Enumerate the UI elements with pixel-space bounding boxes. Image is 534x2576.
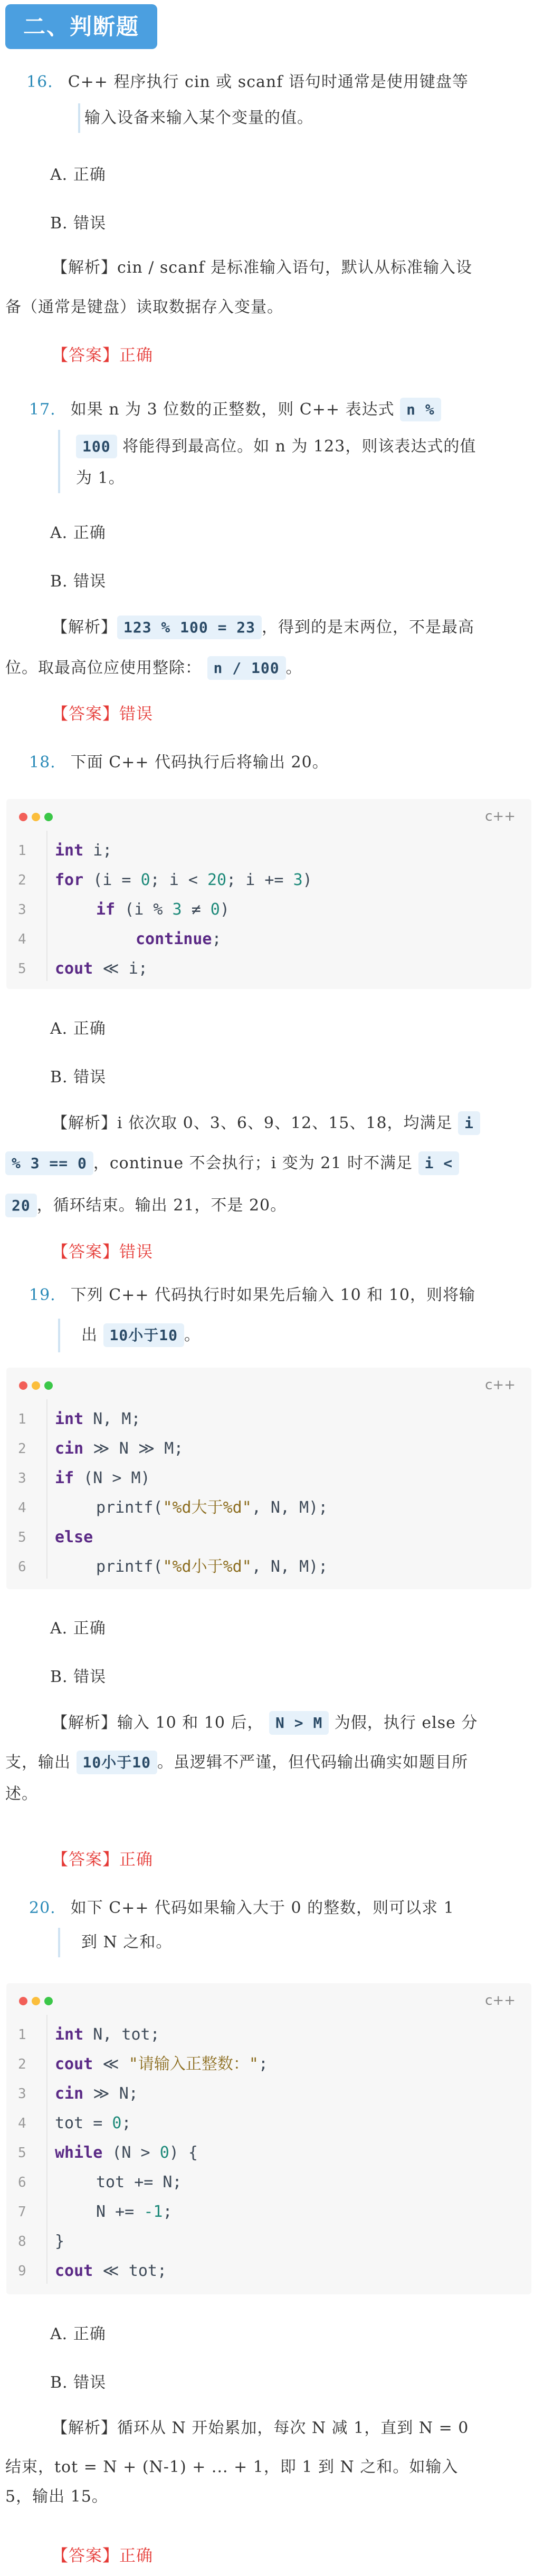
- code-line: [6, 1405, 531, 1434]
- code-text: int N, tot;: [55, 2025, 160, 2044]
- question-18: [29, 748, 525, 777]
- option-b: B. 错误: [50, 214, 107, 233]
- green-dot-icon: [44, 813, 53, 821]
- line-number: 3: [18, 1470, 26, 1486]
- analysis-cont: [5, 1746, 522, 1809]
- analysis: [52, 1706, 521, 1740]
- option-b: B. 错误: [50, 1668, 107, 1686]
- code-line: [6, 866, 531, 895]
- code-text: cout ≪ i;: [55, 959, 148, 978]
- code-text: cout ≪ tot;: [55, 2262, 167, 2280]
- analysis-text: 。虽逻辑不严谨，但代码输出确实如题目所: [157, 1753, 468, 1772]
- inline-code: % 3 == 0: [5, 1151, 93, 1175]
- line-number: 4: [18, 931, 26, 947]
- yellow-dot-icon: [32, 1381, 40, 1390]
- code-line: [6, 2079, 531, 2109]
- question-number: 20.: [29, 1899, 56, 1917]
- code-language: c++: [485, 1377, 516, 1393]
- analysis-line1: 【解析】i 依次取 0、3、6、9、12、15、18，均满足: [52, 1114, 453, 1132]
- line-number: 4: [18, 2116, 26, 2131]
- window-dots: [19, 813, 57, 823]
- analysis-line2: 结束，tot = N + (N-1) + ... + 1，即 1 到 N 之和。如输入: [5, 2458, 459, 2476]
- line-number: 7: [18, 2204, 26, 2220]
- analysis-text: 为假，执行 else 分: [334, 1714, 478, 1732]
- code-text: tot += N;: [96, 2173, 182, 2191]
- question-number: 19.: [29, 1286, 56, 1304]
- green-dot-icon: [44, 1381, 53, 1390]
- code-language: c++: [485, 809, 516, 824]
- analysis: [52, 2414, 521, 2443]
- line-number: 8: [18, 2234, 26, 2250]
- code-text: int N, M;: [55, 1410, 141, 1428]
- option-b: B. 错误: [50, 1068, 107, 1087]
- red-dot-icon: [19, 1381, 27, 1390]
- inline-code: 20: [5, 1194, 37, 1217]
- line-number: 6: [18, 1559, 26, 1575]
- inline-code: 10小于10: [77, 1751, 157, 1774]
- line-number: 5: [18, 2145, 26, 2161]
- inline-code: n %: [400, 398, 441, 421]
- code-text: cin ≫ N;: [55, 2084, 138, 2103]
- window-dots: [19, 1381, 57, 1392]
- line-number: 1: [18, 1411, 26, 1427]
- question-text-cont: [58, 1319, 534, 1352]
- analysis-line3: 5，输出 15。: [5, 2487, 108, 2506]
- line-number: 3: [18, 902, 26, 918]
- analysis-text: 【解析】输入 10 和 10 后，: [52, 1714, 264, 1732]
- line-number: 2: [18, 872, 26, 888]
- question-text: 如下 C++ 代码如果输入大于 0 的整数，则可以求 1: [70, 1899, 454, 1917]
- option-b: B. 错误: [50, 2373, 107, 2392]
- analysis-line1: 【解析】cin / scanf 是标准输入语句，默认从标准输入设: [52, 258, 472, 277]
- inline-code: 100: [76, 435, 117, 458]
- yellow-dot-icon: [32, 1997, 40, 2005]
- red-dot-icon: [19, 1997, 27, 2005]
- question-text: 下面 C++ 代码执行后将输出 20。: [70, 753, 329, 772]
- line-number: 5: [18, 961, 26, 977]
- analysis-line1: 【解析】循环从 N 开始累加，每次 N 减 1，直到 N = 0: [52, 2419, 469, 2437]
- inline-code: i: [458, 1111, 480, 1135]
- code-line: [6, 2050, 531, 2079]
- code-text: tot = 0;: [55, 2114, 131, 2132]
- answer: 【答案】正确: [52, 2546, 153, 2565]
- question-text: 出: [81, 1326, 98, 1344]
- answer: 【答案】正确: [52, 1850, 153, 1869]
- code-line: [6, 1434, 531, 1464]
- analysis-text: 。: [285, 659, 302, 677]
- question-text-cont: [58, 430, 534, 493]
- analysis-text: ，continue 不会执行；i 变为 21 时不满足: [93, 1154, 413, 1172]
- question-16: [26, 68, 517, 97]
- option-a: A. 正确: [50, 1020, 106, 1038]
- code-line: [6, 925, 531, 954]
- analysis-line2: 备（通常是键盘）读取数据存入变量。: [5, 298, 283, 316]
- option-b: B. 错误: [50, 572, 107, 591]
- code-text: printf("%d大于%d", N, M);: [96, 1498, 328, 1517]
- code-text: for (i = 0; i < 20; i += 3): [55, 871, 312, 889]
- answer: 【答案】正确: [52, 346, 153, 365]
- code-line: [6, 1552, 531, 1582]
- code-line: [6, 895, 531, 925]
- section-title: 二、判断题: [23, 14, 139, 40]
- inline-code: 123 % 100 = 23: [117, 616, 262, 639]
- code-line: [6, 2109, 531, 2138]
- code-line: [6, 2138, 531, 2168]
- analysis-cont: [5, 1147, 522, 1180]
- analysis-cont: [5, 293, 522, 322]
- inline-code: 10小于10: [103, 1323, 184, 1347]
- analysis-cont: [5, 2453, 525, 2512]
- code-text: if (i % 3 ≠ 0): [96, 900, 230, 919]
- code-text: int i;: [55, 841, 112, 860]
- option-a: A. 正确: [50, 524, 106, 542]
- analysis-cont: [5, 651, 522, 685]
- inline-code: N > M: [269, 1711, 329, 1735]
- line-number: 3: [18, 2086, 26, 2102]
- code-line: [6, 2020, 531, 2050]
- analysis-text: 位。取最高位应使用整除：: [5, 659, 202, 677]
- section-header: [5, 4, 157, 49]
- code-block: [6, 799, 531, 989]
- question-text-cont: [78, 103, 528, 133]
- green-dot-icon: [44, 1997, 53, 2005]
- code-line: [6, 2227, 531, 2256]
- question-text-line3: 为 1。: [76, 469, 125, 487]
- code-language: c++: [485, 1993, 516, 2008]
- red-dot-icon: [19, 813, 27, 821]
- question-text-line2: 输入设备来输入某个变量的值。: [84, 109, 313, 127]
- option-a: A. 正确: [50, 1619, 106, 1638]
- code-line: [6, 836, 531, 866]
- question-text: 下列 C++ 代码执行时如果先后输入 10 和 10，则将输: [70, 1286, 475, 1304]
- line-number: 1: [18, 843, 26, 859]
- code-block: [6, 1368, 531, 1589]
- analysis: [52, 253, 521, 283]
- question-text: 如果 n 为 3 位数的正整数，则 C++ 表达式: [70, 400, 395, 419]
- analysis-cont2: [5, 1189, 522, 1223]
- code-text: while (N > 0) {: [55, 2144, 198, 2162]
- question-text-cont: [58, 1928, 534, 1957]
- question-number: 18.: [29, 753, 56, 772]
- line-number: 6: [18, 2175, 26, 2190]
- inline-code: i <: [418, 1151, 460, 1175]
- inline-code: n / 100: [207, 656, 286, 680]
- question-text: 。: [184, 1326, 201, 1344]
- window-dots: [19, 1997, 57, 2007]
- question-number: 17.: [29, 400, 56, 419]
- code-text: cout ≪ "请输入正整数：";: [55, 2055, 268, 2073]
- line-number: 5: [18, 1530, 26, 1545]
- code-block: [6, 1983, 531, 2294]
- analysis: [52, 1107, 521, 1140]
- analysis-prefix: 【解析】: [52, 618, 117, 637]
- code-text: else: [55, 1528, 93, 1546]
- question-number: 16.: [26, 73, 53, 91]
- code-line: [6, 1493, 531, 1523]
- line-number: 2: [18, 2056, 26, 2072]
- code-text: cin ≫ N ≫ M;: [55, 1439, 184, 1458]
- code-line: [6, 2256, 531, 2286]
- code-text: N += -1;: [96, 2203, 173, 2221]
- line-number: 9: [18, 2263, 26, 2279]
- question-19: [29, 1281, 525, 1310]
- answer: 【答案】错误: [52, 705, 153, 724]
- yellow-dot-icon: [32, 813, 40, 821]
- question-17: [29, 393, 525, 427]
- analysis-text: ，循环结束。输出 21，不是 20。: [36, 1196, 287, 1215]
- code-text: }: [55, 2232, 65, 2251]
- analysis-text: 述。: [5, 1785, 38, 1803]
- code-text: continue;: [136, 930, 222, 948]
- code-line: [6, 954, 531, 984]
- code-text: printf("%d小于%d", N, M);: [96, 1558, 328, 1576]
- analysis-text: 支，输出: [5, 1753, 71, 1772]
- option-a: A. 正确: [50, 166, 106, 184]
- line-number: 4: [18, 1500, 26, 1516]
- code-text: if (N > M): [55, 1469, 150, 1487]
- question-text: C++ 程序执行 cin 或 scanf 语句时通常是使用键盘等: [68, 73, 469, 91]
- question-20: [29, 1893, 525, 1923]
- option-a: A. 正确: [50, 2325, 106, 2343]
- question-text-line2: 将能得到最高位。如 n 为 123，则该表达式的值: [122, 437, 476, 456]
- code-line: [6, 1523, 531, 1552]
- question-text: 到 N 之和。: [81, 1933, 173, 1952]
- code-line: [6, 1464, 531, 1493]
- analysis-text: ，得到的是末两位，不是最高: [262, 618, 475, 637]
- line-number: 2: [18, 1441, 26, 1457]
- code-line: [6, 2168, 531, 2197]
- analysis: [52, 611, 521, 645]
- line-number: 1: [18, 2027, 26, 2043]
- code-line: [6, 2197, 531, 2227]
- answer: 【答案】错误: [52, 1243, 153, 1262]
